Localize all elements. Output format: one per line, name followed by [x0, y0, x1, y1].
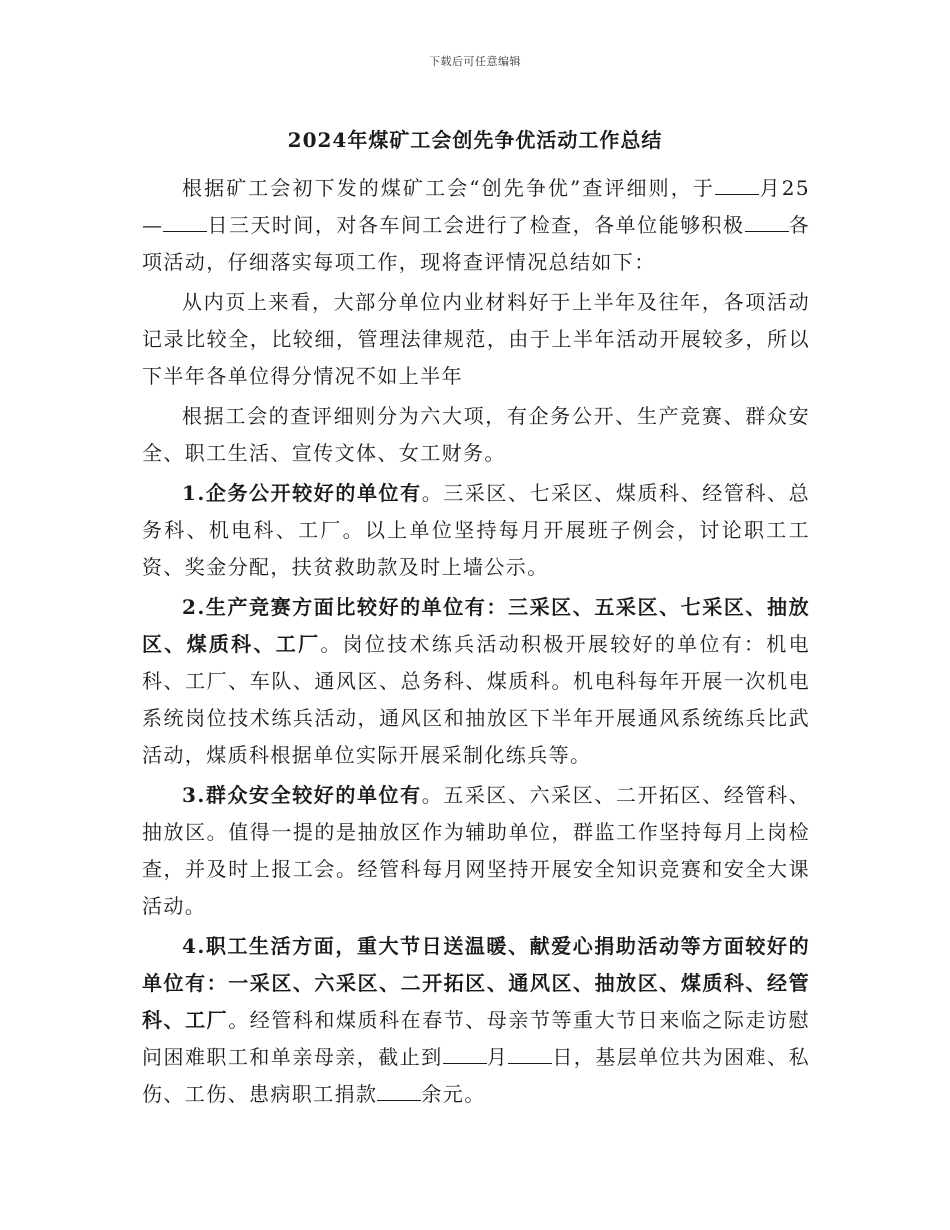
blank-field — [163, 212, 207, 232]
paragraph-lead: 2.生产竞赛方面比较好的单位有：三采区、五采区、七采区、抽放区、煤质科、工厂 — [142, 595, 810, 656]
blank-field — [443, 1044, 487, 1064]
paragraph-overview — [142, 284, 810, 395]
paragraph-text: 。三采区、七采区、煤质科、经管科、总务科、机电科、工厂。以上单位坚持每月开展班子例会，讨论职工工资、奖金分配，扶贫救助款及时上墙公示。 — [142, 481, 810, 579]
paragraph-text: 月25— — [142, 176, 811, 237]
paragraph-text: 根据矿工会初下发的煤矿工会“创先争优”查评细则，于 — [182, 176, 715, 200]
paragraph-text: 余元。 — [421, 1082, 486, 1106]
paragraph-text: 。经管科和煤质科在春节、母亲节等重大节日来临之际走访慰问困难职工和单亲母亲，截止到 — [142, 1008, 810, 1069]
header-note: 下载后可任意编辑 — [429, 55, 521, 68]
blank-field — [508, 1044, 552, 1064]
paragraph-lead: 3.群众安全较好的单位有 — [182, 783, 422, 807]
paragraph-item-2 — [142, 589, 810, 774]
paragraph-item-3 — [142, 777, 810, 925]
blank-field — [715, 175, 759, 195]
paragraph-item-1 — [142, 475, 810, 586]
page-title: 2024年煤矿工会创先争优活动工作总结 — [287, 128, 663, 152]
paragraph-item-4 — [142, 928, 810, 1113]
paragraph-text: 。岗位技术练兵活动积极开展较好的单位有：机电科、工厂、车队、通风区、总务科、煤质科。机电科每年开展一次机电系统岗位技术练兵活动，通风区和抽放区下半年开展通风系统练兵比武活动，煤质科根据单位实际开展采制化练兵等。 — [142, 632, 810, 767]
document-body — [142, 170, 810, 1116]
paragraph-text: 日三天时间，对各车间工会进行了检查，各单位能够积极 — [207, 213, 745, 237]
paragraph-text: 日，基层单位共为困难、私伤、工伤、患病职工捐款 — [142, 1045, 810, 1106]
paragraph-text: 。五采区、六采区、二开拓区、经管科、抽放区。值得一提的是抽放区作为辅助单位，群监工作坚持每月上岗检查，并及时上报工会。经管科每月网坚持开展安全知识竞赛和安全大课活动。 — [142, 783, 810, 918]
paragraph-categories — [142, 398, 810, 472]
paragraph-text: 从内页上来看，大部分单位内业材料好于上半年及往年，各项活动记录比较全，比较细，管理法律规范，由于上半年活动开展较多，所以下半年各单位得分情况不如上半年 — [142, 290, 810, 388]
paragraph-text: 根据工会的查评细则分为六大项，有企务公开、生产竞赛、群众安全、职工生活、宣传文体、女工财务。 — [142, 404, 810, 465]
paragraph-lead: 1.企务公开较好的单位有 — [182, 481, 422, 505]
blank-field — [377, 1081, 421, 1101]
blank-field — [745, 212, 789, 232]
paragraph-text: 各项活动，仔细落实每项工作，现将查评情况总结如下： — [142, 213, 810, 274]
paragraph-lead: 4.职工生活方面，重大节日送温暖、献爱心捐助活动等方面较好的单位有：一采区、六采区、二开拓区、通风区、抽放区、煤质科、经管科、工厂 — [142, 934, 810, 1032]
paragraph-text: 月 — [486, 1045, 509, 1069]
paragraph-intro — [142, 170, 810, 281]
